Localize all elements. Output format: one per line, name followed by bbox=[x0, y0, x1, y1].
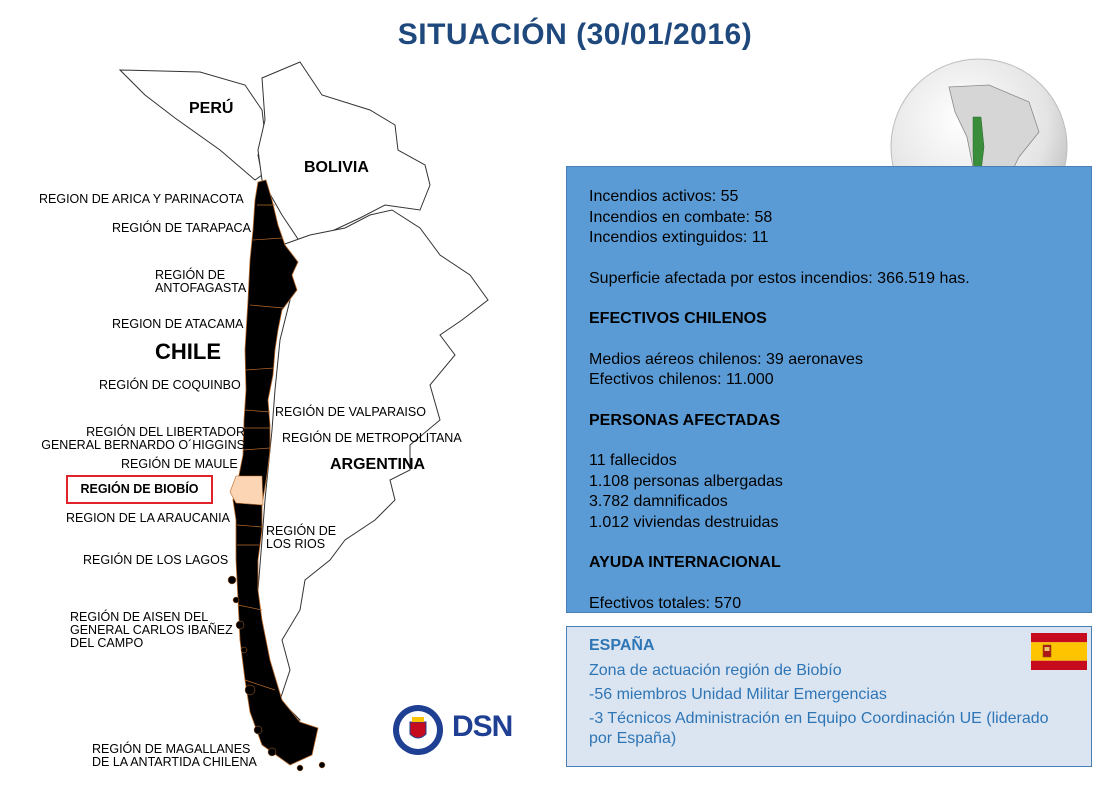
situation-infobox bbox=[566, 166, 1092, 613]
label-region-los-rios bbox=[266, 525, 336, 551]
label-region-metropolitana: REGIÓN DE METROPOLITANA bbox=[282, 431, 462, 445]
label-region-magallanes bbox=[92, 743, 257, 769]
info-fallecidos: 11 fallecidos bbox=[589, 452, 677, 469]
info-medios-aereos: Medios aéreos chilenos: 39 aeronaves bbox=[589, 350, 863, 368]
label-region-biobio: REGIÓN DE BIOBÍO bbox=[66, 475, 213, 504]
bolivia-shape bbox=[258, 62, 430, 242]
spain-line-tecnicos: -3 Técnicos Administración en Equipo Coordinación UE (liderado por España) bbox=[589, 710, 1049, 747]
label-region-araucania: REGION DE LA ARAUCANIA bbox=[66, 511, 230, 525]
label-chile: CHILE bbox=[155, 339, 221, 364]
label-region-los-lagos: REGIÓN DE LOS LAGOS bbox=[83, 553, 229, 567]
label-region-aisen-line3: DEL CAMPO bbox=[70, 636, 144, 650]
spain-line-zona: Zona de actuación región de Biobío bbox=[589, 662, 842, 679]
info-incendios-extinguidos: Incendios extinguidos: 11 bbox=[589, 229, 769, 246]
label-region-ohiggins-line1: REGIÓN DEL LIBERTADOR bbox=[86, 425, 245, 439]
page-title: SITUACIÓN (30/01/2016) bbox=[397, 18, 753, 51]
label-region-ohiggins bbox=[40, 426, 245, 452]
label-argentina: ARGENTINA bbox=[330, 456, 426, 473]
label-region-arica: REGION DE ARICA Y PARINACOTA bbox=[39, 192, 244, 206]
label-region-antofagasta-line2: ANTOFAGASTA bbox=[155, 281, 247, 295]
spain-header: ESPAÑA bbox=[589, 637, 655, 654]
info-incendios-combate: Incendios en combate: 58 bbox=[589, 208, 773, 226]
spain-flag-icon bbox=[1031, 633, 1087, 670]
info-damnificados: 3.782 damnificados bbox=[589, 493, 728, 510]
info-incendios-activos: Incendios activos: 55 bbox=[589, 188, 739, 205]
label-peru: PERÚ bbox=[189, 100, 234, 117]
label-region-antofagasta bbox=[155, 269, 246, 295]
info-efectivos-totales: Efectivos totales: 570 bbox=[589, 594, 742, 612]
label-region-coquimbo: REGIÓN DE COQUINBO bbox=[99, 378, 241, 392]
info-albergadas: 1.108 personas albergadas bbox=[589, 472, 783, 490]
label-region-valparaiso: REGIÓN DE VALPARAISO bbox=[275, 405, 426, 419]
label-region-aisen-line2: GENERAL CARLOS IBAÑEZ bbox=[70, 623, 233, 637]
dsn-emblem-icon bbox=[392, 704, 444, 756]
info-efectivos-chilenos: Efectivos chilenos: 11.000 bbox=[589, 371, 774, 388]
peru-shape bbox=[120, 70, 265, 180]
info-personas-header: PERSONAS AFECTADAS bbox=[589, 411, 781, 429]
label-region-magallanes-line2: DE LA ANTARTIDA CHILENA bbox=[92, 755, 257, 769]
label-bolivia: BOLIVIA bbox=[304, 159, 369, 176]
spain-line-miembros: -56 miembros Unidad Militar Emergencias bbox=[589, 686, 887, 703]
label-region-tarapaca: REGIÓN DE TARAPACA bbox=[112, 221, 251, 235]
info-ayuda-header: AYUDA INTERNACIONAL bbox=[589, 554, 781, 571]
label-region-los-rios-line2: LOS RIOS bbox=[266, 537, 326, 551]
label-region-magallanes-line1: REGIÓN DE MAGALLANES bbox=[92, 742, 251, 756]
biobio-region-shape bbox=[230, 476, 263, 505]
spain-infobox bbox=[566, 626, 1092, 767]
info-superficie: Superficie afectada por estos incendios: 366.519 has. bbox=[589, 269, 970, 287]
label-region-los-rios-line1: REGIÓN DE bbox=[266, 524, 337, 538]
dsn-logo-text: DSN bbox=[452, 710, 513, 743]
label-region-maule: REGIÓN DE MAULE bbox=[121, 457, 238, 471]
info-efectivos-header: EFECTIVOS CHILENOS bbox=[589, 310, 767, 327]
label-region-aisen-line1: REGIÓN DE AISEN DEL bbox=[70, 610, 209, 624]
label-region-atacama: REGION DE ATACAMA bbox=[112, 317, 244, 331]
label-region-antofagasta-line1: REGIÓN DE bbox=[155, 268, 226, 282]
label-region-aisen bbox=[70, 611, 233, 650]
info-viviendas: 1.012 viviendas destruidas bbox=[589, 513, 779, 531]
label-region-ohiggins-line2: GENERAL BERNARDO O´HIGGINS bbox=[41, 438, 245, 452]
